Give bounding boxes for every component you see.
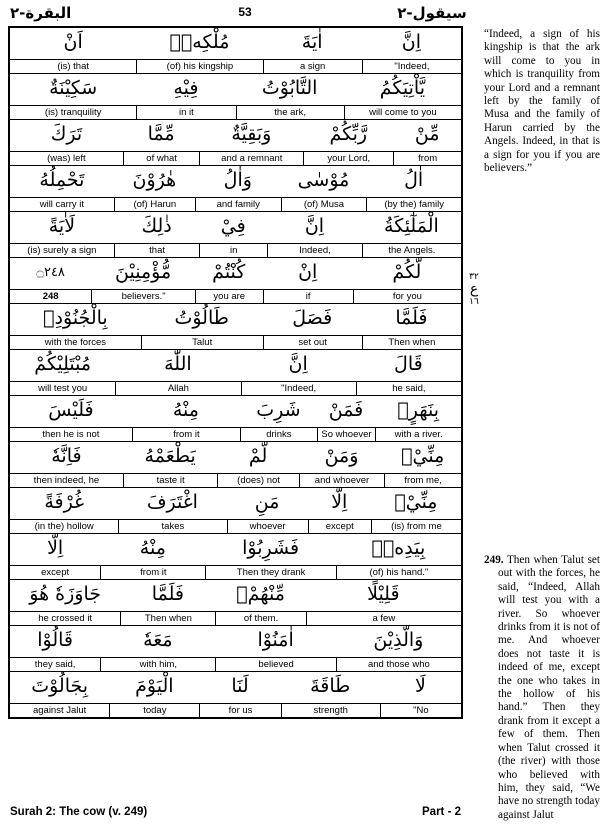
english-gloss[interactable]: So whoever — [317, 428, 376, 441]
english-gloss[interactable]: (is) from me — [371, 520, 461, 533]
english-gloss[interactable]: your Lord, — [303, 152, 393, 165]
english-gloss[interactable]: against Jalut — [32, 705, 87, 716]
english-gloss-line — [10, 243, 461, 257]
english-gloss[interactable]: "No — [380, 704, 461, 717]
english-gloss[interactable]: of them. — [215, 612, 305, 625]
english-gloss[interactable]: Talut — [141, 336, 263, 349]
english-gloss[interactable]: "Indeed, — [362, 60, 461, 73]
arabic-line — [10, 396, 461, 427]
arabic-word[interactable]: الْيَوْمَ — [135, 675, 174, 697]
arabic-word[interactable]: وَاٰلُ — [223, 169, 252, 191]
english-gloss[interactable]: from me, — [384, 474, 461, 487]
table-row — [10, 442, 461, 488]
arabic-word[interactable]: اِنَّ — [401, 31, 422, 53]
arabic-word[interactable]: لَّكُمْ — [392, 261, 422, 283]
arabic-word[interactable]: ذٰلِكَ — [141, 215, 172, 237]
english-gloss[interactable]: of what — [123, 152, 200, 165]
arabic-word[interactable]: مُوْسٰى — [297, 169, 350, 191]
table-row — [10, 212, 461, 258]
footer-part-label: Part - 2 — [422, 806, 461, 818]
arabic-word[interactable]: فَلَمَّا — [395, 307, 428, 329]
english-gloss[interactable]: from — [393, 152, 461, 165]
english-gloss[interactable]: (was) left — [47, 153, 86, 164]
translation-verse-249 — [484, 554, 600, 822]
arabic-line — [10, 120, 461, 151]
table-row — [10, 488, 461, 534]
english-gloss-line — [10, 289, 461, 303]
english-gloss[interactable]: except — [308, 520, 371, 533]
english-gloss[interactable]: (does) not — [217, 474, 298, 487]
arabic-line — [10, 488, 461, 519]
table-row — [10, 120, 461, 166]
arabic-word[interactable]: التَّابُوْتُ — [261, 77, 318, 99]
table-row — [10, 580, 461, 626]
header-juz-name-arabic: سيقول-٢ — [397, 4, 467, 22]
ruku-marker-bottom-number: ١٦ — [469, 297, 479, 307]
page-header — [0, 2, 607, 26]
english-gloss[interactable]: that — [114, 244, 200, 257]
english-gloss-line — [10, 59, 461, 73]
ruku-marker-top-number: ٣٢ — [469, 272, 479, 282]
arabic-word[interactable]: يَّاْتِيَكُمُ — [379, 77, 425, 99]
arabic-word[interactable]: مَنِ — [254, 491, 280, 513]
arabic-line — [10, 672, 461, 703]
english-gloss[interactable]: whoever — [227, 520, 308, 533]
arabic-line — [10, 580, 461, 611]
arabic-word[interactable]: سَكِيْنَةٌ — [49, 77, 98, 99]
ruku-marker-glyph: ع — [469, 281, 479, 297]
arabic-line — [10, 442, 461, 473]
english-gloss[interactable]: you are — [195, 290, 263, 303]
arabic-word[interactable]: يَطْعَمْهُ — [144, 445, 196, 467]
arabic-word[interactable]: فَاِنَّهٗ — [51, 445, 82, 467]
arabic-word[interactable]: لَّمْ — [248, 445, 268, 467]
english-gloss[interactable]: (is) tranquility — [44, 107, 102, 118]
english-gloss[interactable]: and those who — [336, 658, 461, 671]
table-row — [10, 350, 461, 396]
arabic-line — [10, 212, 461, 243]
english-gloss[interactable]: (by the) family — [366, 198, 461, 211]
english-gloss-line — [10, 381, 461, 395]
arabic-word[interactable]: مِنِّيْۚ — [401, 445, 445, 467]
english-gloss-line — [10, 657, 461, 671]
table-row — [10, 258, 461, 304]
english-gloss[interactable]: believed — [215, 658, 335, 671]
page-footer — [8, 806, 463, 824]
table-row — [10, 672, 461, 717]
english-gloss[interactable]: if — [263, 290, 353, 303]
english-gloss[interactable]: for you — [353, 290, 461, 303]
arabic-word[interactable]: طَالُوْتُ — [174, 307, 229, 329]
english-gloss-line — [10, 335, 461, 349]
translation-verse-text: Then when Talut set out with the forces, he said, “Indeed, Allah will test you with a river. So whoever drinks from it is not of me. And whoever does not taste it is indeed of me, except the one who takes in the hollow of his hand.” Then they drank from it except a few of them. Then when Talut crossed it (the river) with those who believed with him, they said, “We have no strength today against Jalut — [498, 554, 600, 821]
header-surah-name-arabic: البقرة-٢ — [10, 4, 72, 22]
arabic-word[interactable]: الْمَلٰٓئِكَةُ — [384, 215, 439, 237]
english-gloss-line — [10, 197, 461, 211]
english-gloss[interactable]: Then when — [362, 336, 461, 349]
arabic-word[interactable]: فَمَنْ — [328, 399, 364, 421]
arabic-line — [10, 534, 461, 565]
english-gloss[interactable]: and family — [195, 198, 281, 211]
english-gloss[interactable]: the Angels. — [362, 244, 461, 257]
english-gloss[interactable]: in it — [136, 106, 235, 119]
english-gloss[interactable]: (is) that — [57, 61, 89, 72]
arabic-word[interactable]: وَالَّذِيْنَ — [373, 629, 424, 651]
table-row — [10, 166, 461, 212]
arabic-word[interactable]: تَحْمِلُهُ — [39, 169, 85, 191]
arabic-word[interactable]: لَاٰيَةً — [48, 215, 76, 237]
arabic-word[interactable]: غُرْفَةً — [44, 491, 85, 513]
arabic-word[interactable]: لَنَا — [231, 675, 249, 697]
arabic-word[interactable]: اللّٰهَ — [164, 353, 192, 375]
table-row — [10, 626, 461, 672]
english-gloss[interactable]: with him, — [100, 658, 215, 671]
arabic-word[interactable]: وَبَقِيَّةٌ — [231, 123, 272, 145]
english-gloss-line — [10, 565, 461, 579]
english-gloss[interactable]: with a river. — [375, 428, 461, 441]
english-gloss[interactable]: believers." — [91, 290, 195, 303]
arabic-word[interactable]: مِّمَّا — [147, 123, 175, 145]
arabic-word[interactable]: بِالْجُنُوْدِۙ — [43, 307, 108, 329]
english-gloss[interactable]: for us — [199, 704, 280, 717]
english-gloss-line — [10, 519, 461, 533]
english-gloss-line — [10, 151, 461, 165]
ruku-side-marker — [466, 272, 482, 307]
english-gloss[interactable]: taste it — [123, 474, 218, 487]
arabic-word[interactable]: بِنَهَرٍۚ — [397, 399, 439, 421]
arabic-word[interactable]: اٰلُ — [404, 169, 424, 191]
english-gloss[interactable]: from it — [132, 428, 240, 441]
english-gloss[interactable]: (of) his kingship — [136, 60, 262, 73]
english-gloss[interactable]: they said, — [34, 659, 76, 670]
english-gloss[interactable]: Then when — [120, 612, 215, 625]
arabic-word[interactable]: اِنَّ — [288, 353, 308, 375]
english-gloss[interactable]: (of) his hand." — [336, 566, 461, 579]
table-row — [10, 396, 461, 442]
english-gloss[interactable]: (of) Harun — [114, 198, 195, 211]
english-gloss-line — [10, 473, 461, 487]
english-gloss[interactable]: will test you — [38, 383, 88, 394]
table-row — [10, 534, 461, 580]
english-gloss[interactable]: will come to you — [344, 106, 461, 119]
arabic-word[interactable]: قَالُوْا — [37, 629, 74, 651]
arabic-word[interactable]: هٰرُوْنَ — [132, 169, 177, 191]
arabic-word[interactable]: اٰيَةَ — [301, 31, 323, 53]
arabic-word[interactable]: مُبْتَلِيْكُمْ — [34, 353, 92, 375]
arabic-line — [10, 350, 461, 381]
english-gloss[interactable]: then indeed, he — [33, 475, 100, 486]
arabic-word[interactable]: اغْتَرَفَ — [146, 491, 198, 513]
english-gloss[interactable]: (is) surely a sign — [27, 245, 97, 256]
english-gloss-line — [10, 427, 461, 441]
english-gloss[interactable]: and a remnant — [199, 152, 303, 165]
english-gloss[interactable]: set out — [263, 336, 362, 349]
table-row — [10, 74, 461, 120]
english-gloss[interactable]: drinks — [240, 428, 317, 441]
arabic-word[interactable]: فَلَيْسَ — [48, 399, 94, 421]
arabic-line — [10, 304, 461, 335]
english-gloss[interactable]: strength — [281, 704, 380, 717]
arabic-word[interactable]: جَاوَزَهٗ هُوَ — [29, 583, 102, 605]
translation-verse-number: 249. — [484, 554, 504, 566]
arabic-line — [10, 74, 461, 105]
arabic-word[interactable]: مِنْهُ — [139, 537, 166, 559]
arabic-word[interactable]: اِنْ — [298, 261, 318, 283]
verse-number-cell[interactable]: 248 — [42, 291, 59, 302]
arabic-word[interactable]: مَعَهٗ — [143, 629, 173, 651]
english-gloss[interactable]: he crossed it — [38, 613, 93, 624]
arabic-word[interactable]: قَلِيْلًا — [367, 583, 400, 605]
english-gloss[interactable]: he said, — [356, 382, 461, 395]
english-gloss[interactable]: today — [109, 704, 199, 717]
arabic-word[interactable]: اِلَّا — [331, 491, 348, 513]
page-number: 53 — [238, 5, 252, 19]
english-gloss[interactable]: "Indeed, — [241, 382, 356, 395]
arabic-line — [10, 626, 461, 657]
arabic-word[interactable]: ۝٢٤٨ — [36, 265, 65, 280]
english-gloss[interactable]: in — [199, 244, 267, 257]
english-gloss[interactable]: Then they drank — [205, 566, 335, 579]
arabic-word[interactable]: اِنَّ — [304, 215, 325, 237]
english-gloss[interactable]: then he is not — [42, 429, 100, 440]
arabic-word[interactable]: بِجَالُوْتَ — [31, 675, 89, 697]
english-gloss[interactable]: except — [41, 567, 70, 578]
arabic-word[interactable]: فَلَمَّا — [151, 583, 184, 605]
arabic-word[interactable]: كُنْتُمْ — [212, 261, 246, 283]
arabic-line — [10, 258, 461, 289]
english-gloss[interactable]: from it — [100, 566, 205, 579]
table-row — [10, 28, 461, 74]
arabic-word[interactable]: تَرَكَ — [50, 123, 83, 145]
arabic-line — [10, 28, 461, 59]
arabic-word[interactable]: مُّؤْمِنِيْنَ — [115, 261, 172, 283]
english-gloss[interactable]: the ark, — [236, 106, 344, 119]
english-gloss-line — [10, 703, 461, 717]
english-gloss-line — [10, 611, 461, 625]
english-gloss[interactable]: (in the) hollow — [34, 521, 94, 532]
arabic-word[interactable]: طَاقَةَ — [310, 675, 351, 697]
english-gloss-line — [10, 105, 461, 119]
arabic-word[interactable]: بِيَدِهٖۚ — [371, 537, 426, 559]
arabic-word[interactable]: فَشَرِبُوْا — [242, 537, 300, 559]
english-gloss[interactable]: a few — [306, 612, 461, 625]
arabic-word[interactable]: وَمَنْ — [324, 445, 359, 467]
english-gloss[interactable]: and whoever — [299, 474, 385, 487]
arabic-word[interactable]: لَا — [415, 675, 426, 697]
arabic-line — [10, 166, 461, 197]
arabic-word[interactable]: مُلْكِهٖۤ — [169, 31, 230, 53]
arabic-word[interactable]: اِلَّا — [47, 537, 64, 559]
footer-surah-label: Surah 2: The cow (v. 249) — [10, 806, 148, 818]
english-gloss[interactable]: will carry it — [39, 199, 85, 210]
arabic-word[interactable]: فَصَلَ — [292, 307, 333, 329]
arabic-word[interactable]: مِّنْ — [414, 123, 440, 145]
arabic-word[interactable]: رَّبِّكُمْ — [329, 123, 368, 145]
word-by-word-table — [8, 26, 463, 719]
arabic-word[interactable]: مِنِّيْۤ — [394, 491, 438, 513]
english-gloss[interactable]: (of) Musa — [281, 198, 367, 211]
arabic-word[interactable]: فِيْهِ — [173, 77, 199, 99]
translation-column — [484, 28, 600, 821]
english-gloss[interactable]: takes — [118, 520, 226, 533]
translation-verse-248: “Indeed, a sign of his kingship is that the ark will come to you in which is tranquility from your Lord and a remnant left by the family of Musa and the family of Harun carried by the Angels. Indeed, in that is a sign for you if you are believers.” — [484, 28, 600, 175]
arabic-word[interactable]: قَالَ — [394, 353, 423, 375]
english-gloss[interactable]: Indeed, — [267, 244, 362, 257]
arabic-word[interactable]: مِنْهُ — [172, 399, 199, 421]
table-row — [10, 304, 461, 350]
english-gloss[interactable]: a sign — [263, 60, 362, 73]
english-gloss[interactable]: Allah — [115, 382, 240, 395]
arabic-word[interactable]: اٰمَنُوْا — [257, 629, 294, 651]
arabic-word[interactable]: مِّنْهُمْۗ — [236, 583, 285, 605]
arabic-word[interactable]: اَنْ — [63, 31, 83, 53]
arabic-word[interactable]: شَرِبَ — [256, 399, 301, 421]
arabic-word[interactable]: فِيْ — [220, 215, 246, 237]
english-gloss[interactable]: with the forces — [44, 337, 107, 348]
